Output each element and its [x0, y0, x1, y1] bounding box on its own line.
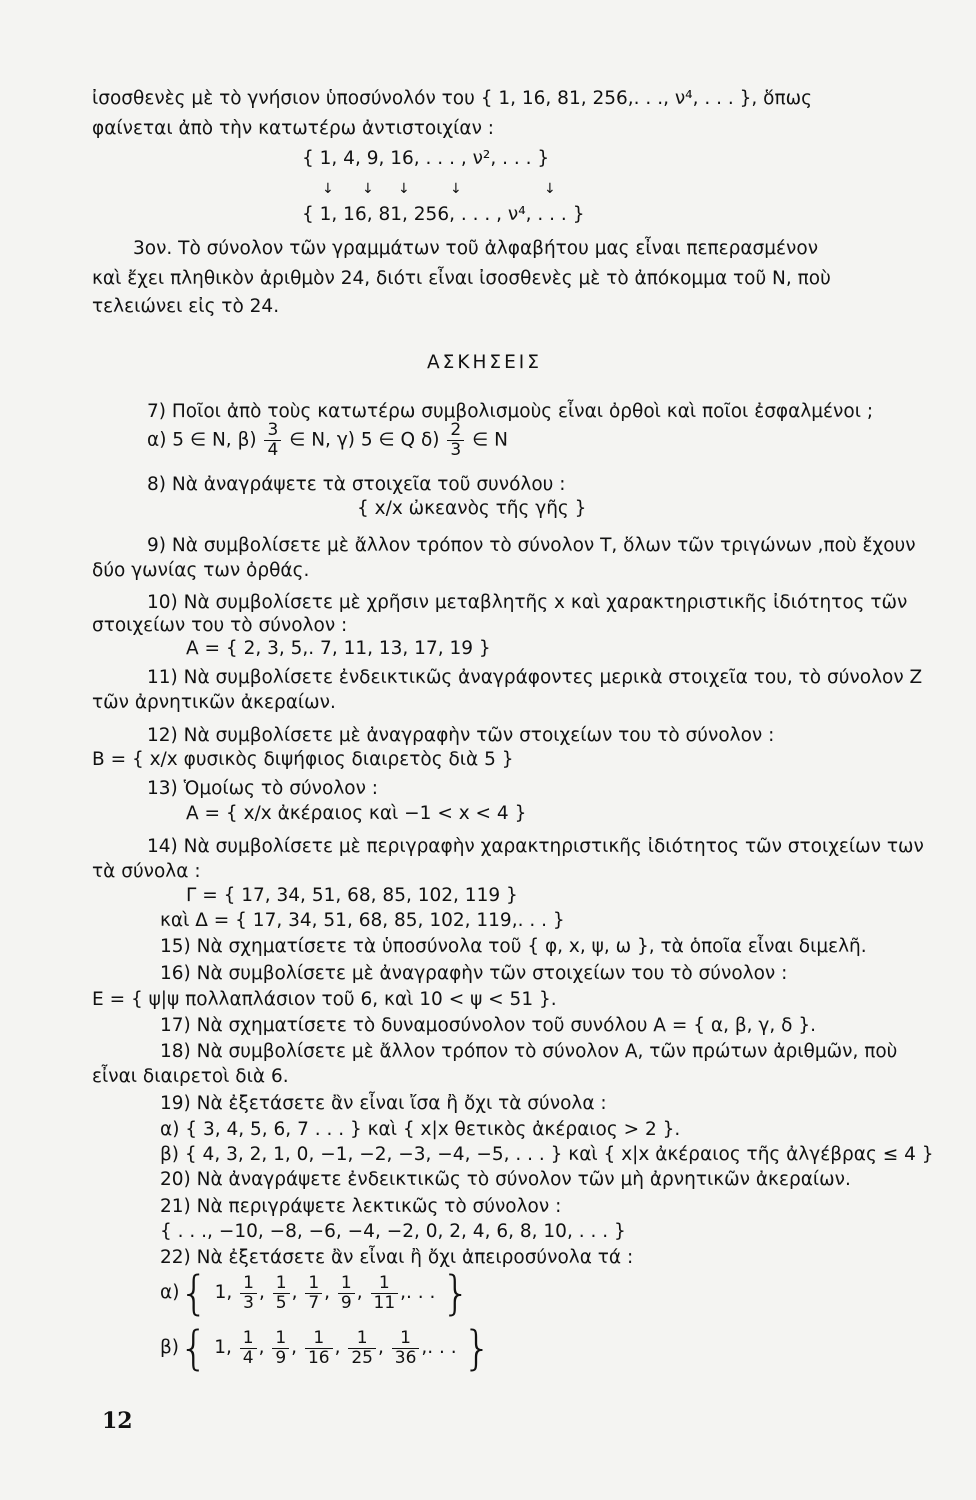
exercise-7-d-tail: ∈ Ν	[472, 429, 508, 451]
intro-line-2: φαίνεται ἀπὸ τὴν κατωτέρω ἀντιστοιχίαν :	[92, 118, 495, 139]
exercise-13-set: Α = { x/x ἀκέραιος καὶ −1 < x < 4 }	[186, 803, 527, 824]
third-paragraph-line-3: τελειώνει εἰς τὸ 24.	[92, 296, 280, 317]
exercise-7-a: α) 5 ∈ Ν,	[147, 429, 232, 451]
exercise-8-set: { x/x ὠκεανὸς τῆς γῆς }	[357, 498, 587, 519]
exercise-11-line-1: 11) Νὰ συμβολίσετε ἐνδεικτικῶς ἀναγράφοντες μερικὰ στοιχεῖα του, τὸ σύνολον Ζ	[147, 667, 923, 688]
down-arrow-icon: ↓	[322, 181, 334, 197]
exercise-14-set-gamma: Γ = { 17, 34, 51, 68, 85, 102, 119 }	[186, 885, 518, 906]
fraction-three-quarters: $\frac{3}{4}$	[264, 421, 281, 460]
exercise-12-set: Β = { x/x φυσικὸς διψήφιος διαιρετὸς διὰ 5 }	[92, 749, 514, 770]
exercise-16-set: Ε = { ψ|ψ πολλαπλάσιον τοῦ 6, καὶ 10 < ψ < 51 }.	[92, 989, 557, 1010]
exercise-7-items	[147, 421, 508, 460]
set-of-fourth-powers: { 1, 16, 81, 256, . . . , ν⁴, . . . }	[302, 204, 585, 225]
fraction: $\frac{1}{25}$	[348, 1329, 376, 1368]
right-brace: }	[441, 1266, 471, 1320]
exercise-9-line-1: 9) Νὰ συμβολίσετε μὲ ἄλλον τρόπον τὸ σύνολον Τ, ὅλων τῶν τριγώνων ,ποὺ ἔχουν	[147, 535, 916, 556]
exercise-12-line-1: 12) Νὰ συμβολίσετε μὲ ἀναγραφὴν τῶν στοιχείων του τὸ σύνολον :	[147, 725, 775, 746]
third-paragraph-line-1: 3ον. Τὸ σύνολον τῶν γραμμάτων τοῦ ἀλφαβήτου μας εἶναι πεπερασμένον	[133, 238, 819, 259]
exercise-8: 8) Νὰ ἀναγράψετε τὰ στοιχεῖα τοῦ συνόλου :	[147, 474, 566, 495]
exercise-10-line-1: 10) Νὰ συμβολίσετε μὲ χρῆσιν μεταβλητῆς x καὶ χαρακτηριστικῆς ἰδιότητος τῶν	[147, 592, 908, 613]
set-of-squares: { 1, 4, 9, 16, . . . , ν², . . . }	[302, 148, 550, 169]
exercise-21-line-1: 21) Νὰ περιγράψετε λεκτικῶς τὸ σύνολον :	[160, 1196, 562, 1217]
third-paragraph-line-2: καὶ ἔχει πληθικὸν ἀριθμὸν 24, διότι εἶναι ἰσοσθενὲς μὲ τὸ ἀπόκομμα τοῦ Ν, ποὺ	[92, 268, 831, 289]
correspondence-arrows	[316, 180, 566, 200]
fraction: $\frac{1}{36}$	[392, 1329, 420, 1368]
exercise-18-line-1: 18) Νὰ συμβολίσετε μὲ ἄλλον τρόπον τὸ σύνολον Α, τῶν πρώτων ἀριθμῶν, ποὺ	[160, 1041, 898, 1062]
left-brace: {	[179, 1321, 209, 1375]
exercise-22-b-label: β)	[160, 1337, 180, 1358]
left-brace: {	[179, 1266, 209, 1320]
exercise-22-line-1: 22) Νὰ ἐξετάσετε ἂν εἶναι ἢ ὄχι ἀπειροσύνολα τά :	[160, 1247, 634, 1268]
exercise-7-d-label: δ)	[420, 429, 440, 451]
exercise-10-set: Α = { 2, 3, 5,. 7, 11, 13, 17, 19 }	[186, 638, 491, 659]
exercise-19-line-1: 19) Νὰ ἐξετάσετε ἂν εἶναι ἴσα ἢ ὄχι τὰ σύνολα :	[160, 1093, 607, 1114]
exercise-11-line-2: τῶν ἀρνητικῶν ἀκεραίων.	[92, 692, 336, 713]
fraction: $\frac{1}{5}$	[273, 1274, 290, 1313]
exercise-9-line-2: δύο γωνίας των ὀρθάς.	[92, 560, 310, 581]
exercise-16-line-1: 16) Νὰ συμβολίσετε μὲ ἀναγραφὴν τῶν στοιχείων του τὸ σύνολον :	[160, 963, 788, 984]
fraction: $\frac{1}{11}$	[371, 1274, 399, 1313]
exercise-10-line-2: στοιχείων του τὸ σύνολον :	[92, 615, 348, 636]
exercise-13-line-1: 13) Ὁμοίως τὸ σύνολον :	[147, 778, 379, 799]
exercise-19-a: α) { 3, 4, 5, 6, 7 . . . } καὶ { x|x θετικὸς ἀκέραιος > 2 }.	[160, 1119, 681, 1140]
fraction-two-thirds: $\frac{2}{3}$	[447, 421, 464, 460]
exercises-heading: ΑΣΚΗΣΕΙΣ	[427, 352, 542, 373]
exercise-17: 17) Νὰ σχηματίσετε τὸ δυναμοσύνολον τοῦ συνόλου Α = { α, β, γ, δ }.	[160, 1015, 816, 1036]
exercise-22-a-label: α)	[160, 1282, 180, 1303]
exercise-20: 20) Νὰ ἀναγράψετε ἐνδεικτικῶς τὸ σύνολον τῶν μὴ ἀρνητικῶν ἀκεραίων.	[160, 1169, 851, 1190]
down-arrow-icon: ↓	[398, 181, 410, 197]
down-arrow-icon: ↓	[544, 181, 556, 197]
exercise-22-a: α){ 1, $\frac{1}{3}$ , $\frac{1}{5}$ , $\frac{1}{7}$ , $\frac{1}{9}$ , $\frac{1}{11}$ ,. . . }	[160, 1266, 471, 1320]
fraction: $\frac{1}{9}$	[272, 1329, 289, 1368]
fraction: $\frac{1}{9}$	[338, 1274, 355, 1313]
page-number: 12	[102, 1408, 133, 1434]
exercise-21-set: { . . ., −10, −8, −6, −4, −2, 0, 2, 4, 6, 8, 10, . . . }	[160, 1221, 626, 1242]
exercise-18-line-2: εἶναι διαιρετοὶ διὰ 6.	[92, 1066, 289, 1087]
exercise-14-set-delta: καὶ Δ = { 17, 34, 51, 68, 85, 102, 119,. . . }	[160, 910, 565, 931]
exercise-7-c: γ) 5 ∈ Q	[336, 429, 416, 451]
exercise-7: 7) Ποῖοι ἀπὸ τοὺς κατωτέρω συμβολισμοὺς εἶναι ὀρθοὶ καὶ ποῖοι ἐσφαλμένοι ;	[147, 401, 874, 422]
exercise-7-b-tail: ∈ Ν,	[289, 429, 331, 451]
exercise-22-b: β){ 1, $\frac{1}{4}$ , $\frac{1}{9}$ , $\frac{1}{16}$ , $\frac{1}{25}$ , $\frac{1}{36}$ ,. . . }	[160, 1321, 492, 1375]
exercise-19-b: β) { 4, 3, 2, 1, 0, −1, −2, −3, −4, −5, . . . } καὶ { x|x ἀκέραιος τῆς ἀλγέβρας ≤ 4 }	[160, 1144, 934, 1165]
intro-line-1: ἰσοσθενὲς μὲ τὸ γνήσιον ὑποσύνολόν του { 1, 16, 81, 256,. . ., ν⁴, . . . }, ὅπως	[92, 88, 812, 109]
fraction: $\frac{1}{7}$	[305, 1274, 322, 1313]
fraction: $\frac{1}{3}$	[240, 1274, 257, 1313]
exercise-14-line-1: 14) Νὰ συμβολίσετε μὲ περιγραφὴν χαρακτηριστικῆς ἰδιότητος τῶν στοιχείων των	[147, 836, 924, 857]
exercise-14-line-2: τὰ σύνολα :	[92, 861, 201, 882]
fraction: $\frac{1}{16}$	[305, 1329, 333, 1368]
down-arrow-icon: ↓	[450, 181, 462, 197]
exercise-15: 15) Νὰ σχηματίσετε τὰ ὑποσύνολα τοῦ { φ, x, ψ, ω }, τὰ ὁποῖα εἶναι διμελῆ.	[160, 936, 867, 957]
down-arrow-icon: ↓	[362, 181, 374, 197]
right-brace: }	[462, 1321, 492, 1375]
fraction: $\frac{1}{4}$	[240, 1329, 257, 1368]
exercise-7-b-label: β)	[237, 429, 257, 451]
